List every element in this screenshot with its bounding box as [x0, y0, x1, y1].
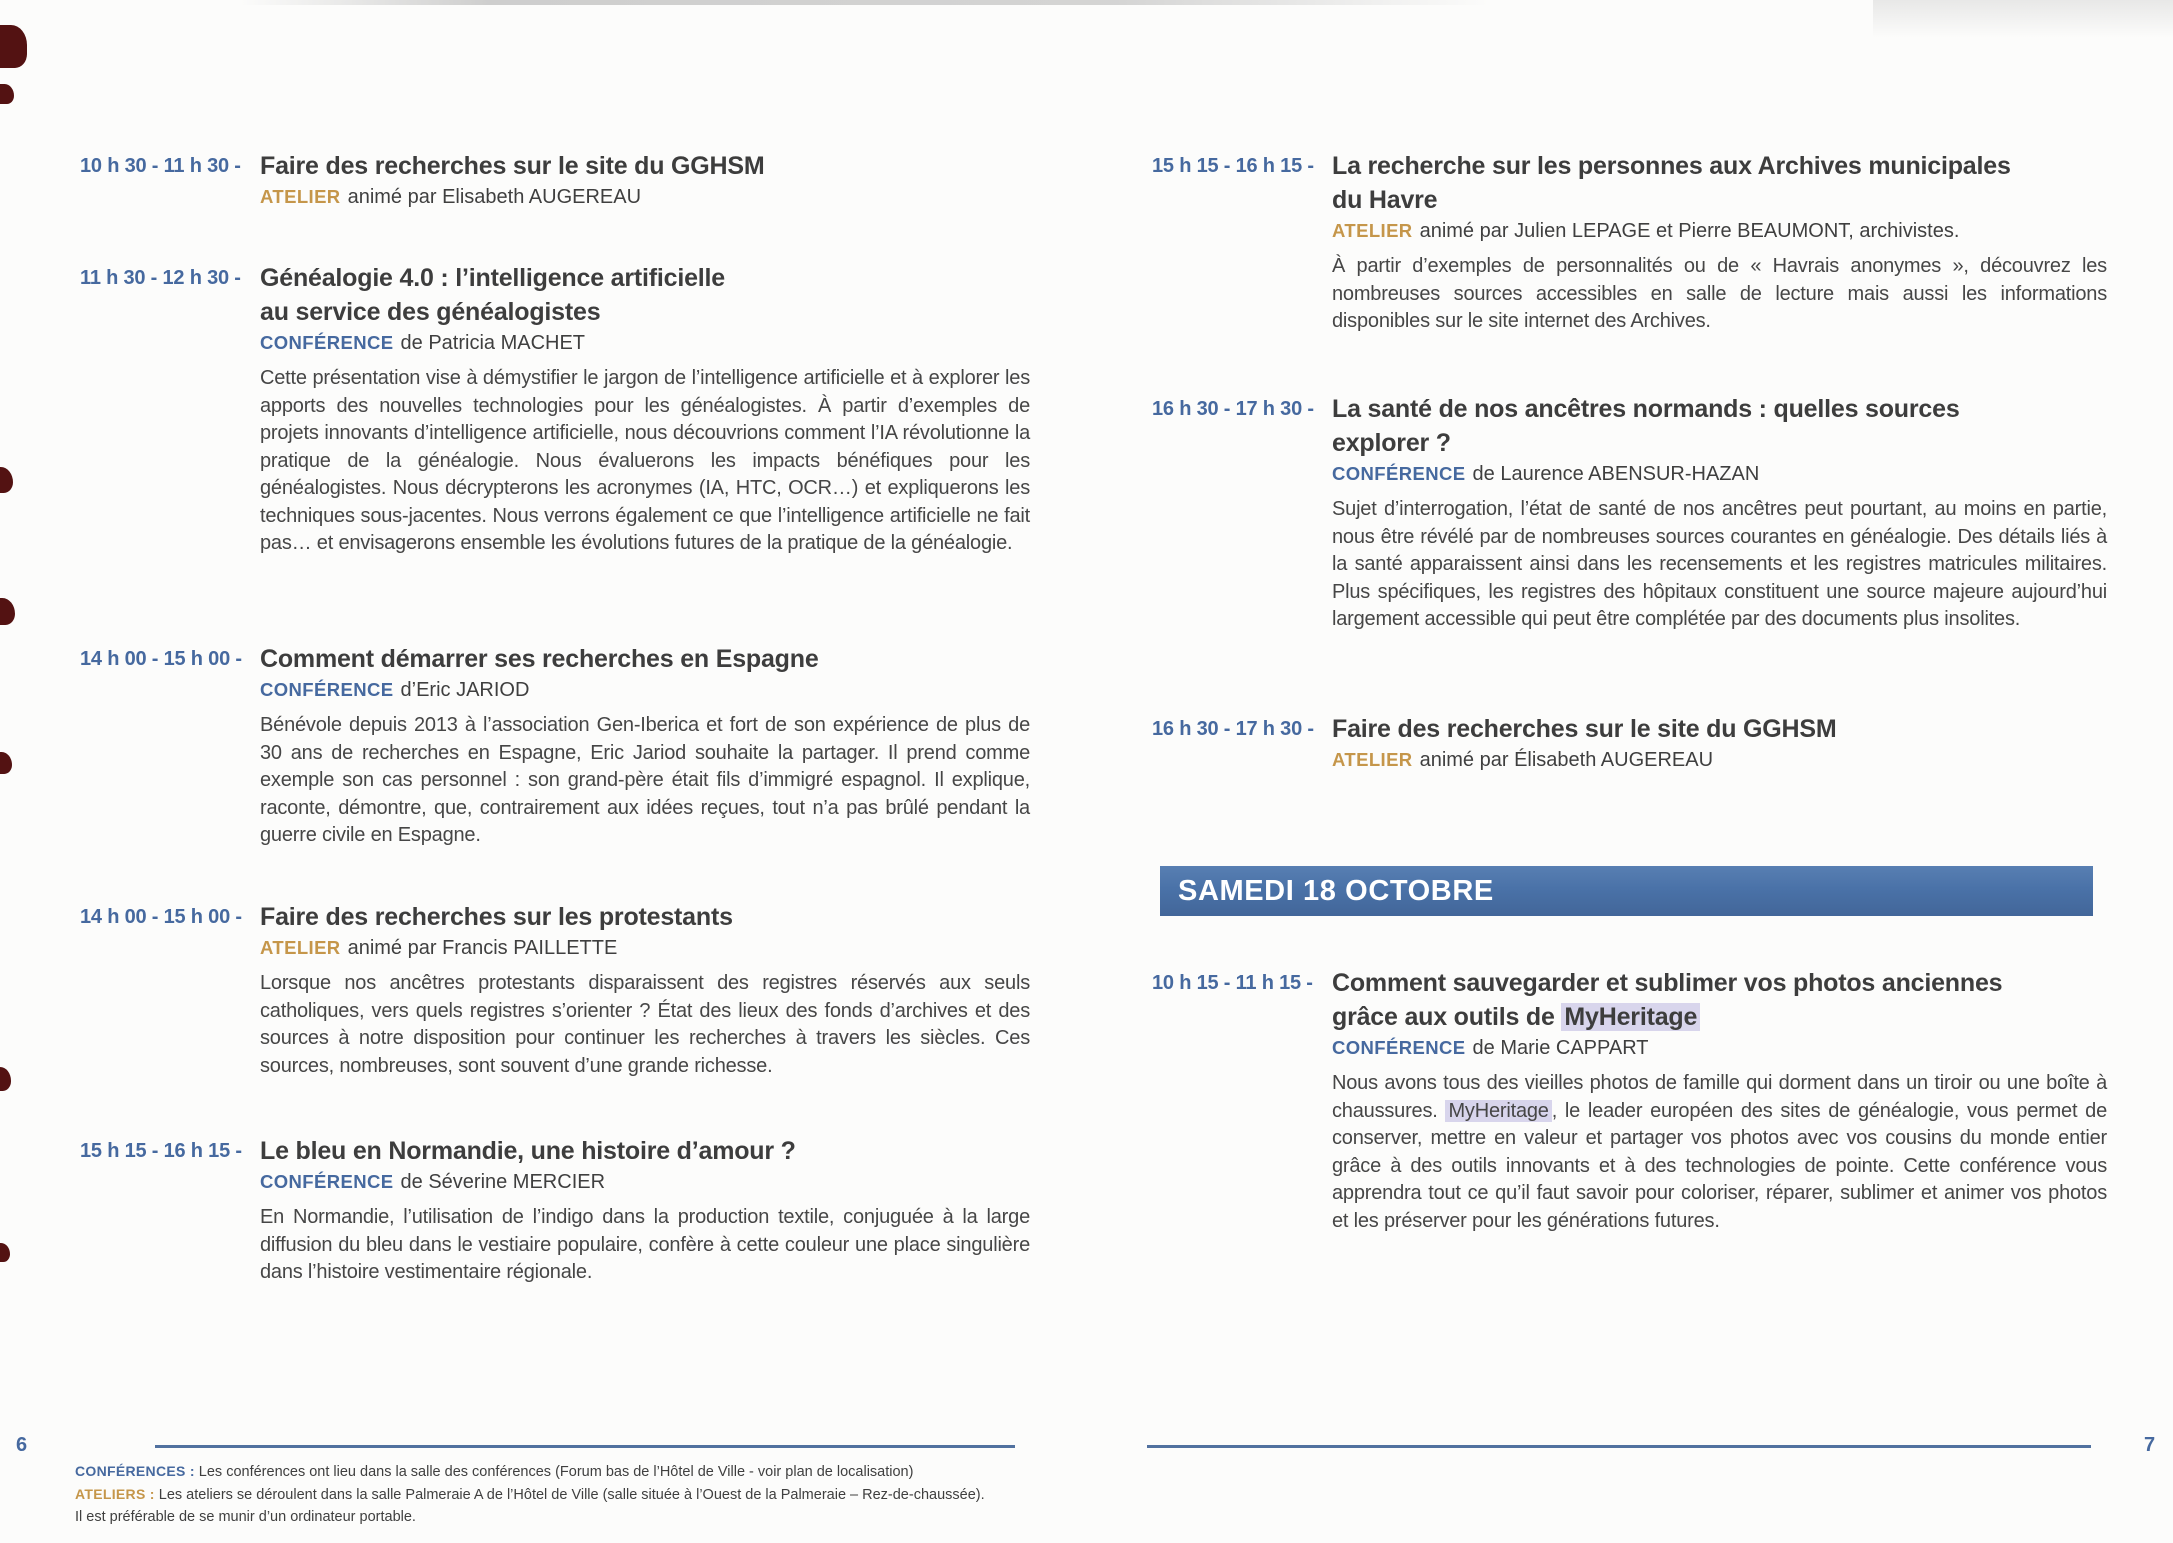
- entry-title: Faire des recherches sur les protestants: [260, 903, 733, 931]
- scan-artifact: [0, 25, 27, 68]
- entry-title: Faire des recherches sur le site du GGHSM: [1332, 715, 1837, 743]
- entry-time: 11 h 30 - 12 h 30 -: [80, 267, 241, 289]
- scan-artifact: [0, 1243, 10, 1262]
- description-text: Nous avons tous des vieilles photos de famille qui dorment dans un tiroir ou une boîte à chaussures.: [1332, 1072, 2107, 1122]
- entry-byline: [260, 184, 1030, 210]
- footer-rule-left: [155, 1445, 1015, 1448]
- conferences-label: CONFÉRENCES :: [75, 1463, 195, 1479]
- scan-artifact: [0, 84, 14, 104]
- session-type-label: ATELIER: [260, 186, 341, 207]
- entry-byline: [1332, 747, 2107, 773]
- entry-byline: [260, 935, 1030, 961]
- entry-byline: [1332, 461, 2107, 487]
- entry-byline: [1332, 1035, 2107, 1061]
- page-number-right: 7: [2144, 1434, 2156, 1456]
- ateliers-text: Les ateliers se déroulent dans la salle Palmeraie A de l’Hôtel de Ville (salle située à l’Ouest de la Palmeraie – Rez-de-chaussée).: [158, 1487, 985, 1503]
- speaker-text: de Marie CAPPART: [1472, 1037, 1649, 1059]
- program-entry: [1152, 149, 2107, 336]
- entry-time: 14 h 00 - 15 h 00 -: [80, 648, 242, 670]
- speaker-text: d’Eric JARIOD: [400, 679, 530, 701]
- scan-artifact: [0, 1067, 11, 1091]
- entry-byline: [260, 330, 1030, 356]
- entry-description: Cette présentation vise à démystifier le jargon de l’intelligence artificielle et à explorer les apports des nouvelles technologies pour les généalogistes. À partir d’exemples de projets innovants d’intelligence artificielle, nous découvrions comment l’IA révolutionne la pratique de la généalogie. Nous évaluerons les impacts bénéfiques pour les généalogistes. Nous décrypterons les acronymes (IA, HTC, OCR…) et expliquerons les techniques sous-jacentes. Nous verrons également ce que l’intelligence artificielle ne fait pas… et envisagerons ensemble les évolutions futures de la pratique de la généalogie.: [260, 367, 1030, 554]
- entry-description: En Normandie, l’utilisation de l’indigo dans la production textile, conjuguée à la large diffusion du bleu dans le vestiaire populaire, confère à cette couleur une place singulière dans l’histoire vestimentaire régionale.: [260, 1206, 1030, 1283]
- speaker-text: animé par Francis PAILLETTE: [347, 937, 618, 959]
- entry-title: La recherche sur les personnes aux Archives municipales: [1332, 152, 2011, 180]
- session-type-label: CONFÉRENCE: [260, 679, 394, 700]
- session-type-label: ATELIER: [260, 937, 341, 958]
- entry-time: 15 h 15 - 16 h 15 -: [1152, 155, 1314, 177]
- session-type-label: CONFÉRENCE: [260, 1171, 394, 1192]
- session-type-label: CONFÉRENCE: [1332, 463, 1466, 484]
- session-type-label: CONFÉRENCE: [260, 332, 394, 353]
- entry-title: Le bleu en Normandie, une histoire d’amour ?: [260, 1137, 796, 1165]
- program-entry: [1152, 712, 2107, 773]
- scan-artifact: [1873, 0, 2173, 38]
- program-entry: [80, 1134, 1030, 1287]
- entry-title: au service des généalogistes: [260, 298, 601, 326]
- entry-description: À partir d’exemples de personnalités ou de « Havrais anonymes », découvrez les nombreuses sources accessibles en salle de lecture mais aussi les informations disponibles sur le site internet des Archives.: [1332, 255, 2107, 332]
- entry-title: du Havre: [1332, 186, 1438, 214]
- entry-time: 15 h 15 - 16 h 15 -: [80, 1140, 242, 1162]
- day-banner: SAMEDI 18 OCTOBRE: [1160, 866, 2093, 916]
- scan-artifact: [0, 467, 13, 493]
- entry-byline: [260, 677, 1030, 703]
- entry-time: 16 h 30 - 17 h 30 -: [1152, 398, 1314, 420]
- speaker-text: de Séverine MERCIER: [400, 1171, 606, 1193]
- footer-rule-right: [1147, 1445, 2091, 1448]
- session-type-label: CONFÉRENCE: [1332, 1037, 1466, 1058]
- scan-artifact: [0, 752, 12, 774]
- program-entry: [80, 642, 1030, 850]
- entry-title: Généalogie 4.0 : l’intelligence artificielle: [260, 264, 725, 292]
- program-entry: [1152, 392, 2107, 634]
- entry-title: Comment sauvegarder et sublimer vos photos anciennes: [1332, 969, 2003, 997]
- entry-title: Comment démarrer ses recherches en Espagne: [260, 645, 819, 673]
- footer-ateliers-note: [75, 1483, 1035, 1506]
- description-text: , le leader européen des sites de généalogie, vous permet de conserver, mettre en valeur et partager vos photos avec vos cousins du monde entier grâce à des outils innovants et à des technologies de pointe. Cette conférence vous apprendra tout ce qu’il faut savoir pour coloriser, réparer, sublimer et animer vos photos et les préserver pour les générations futures.: [1332, 1099, 2107, 1232]
- speaker-text: de Laurence ABENSUR-HAZAN: [1472, 463, 1760, 485]
- speaker-text: animé par Elisabeth AUGEREAU: [347, 186, 642, 208]
- speaker-text: de Patricia MACHET: [400, 332, 586, 354]
- session-type-label: ATELIER: [1332, 220, 1413, 241]
- footer-conferences-note: [75, 1460, 1035, 1483]
- entry-title: explorer ?: [1332, 429, 1451, 457]
- entry-time: 10 h 30 - 11 h 30 -: [80, 155, 241, 177]
- entry-description: [1332, 1070, 2107, 1235]
- session-type-label: ATELIER: [1332, 749, 1413, 770]
- ateliers-label: ATELIERS :: [75, 1486, 155, 1502]
- entry-byline: [1332, 218, 2107, 244]
- program-entry: [1152, 966, 2107, 1235]
- entry-title: Faire des recherches sur le site du GGHSM: [260, 152, 765, 180]
- highlighted-term: MyHeritage: [1445, 1100, 1551, 1122]
- speaker-text: animé par Élisabeth AUGEREAU: [1419, 749, 1714, 771]
- entry-description: Bénévole depuis 2013 à l’association Gen-Iberica et fort de son expérience de plus de 30 ans de recherches en Espagne, Eric Jariod souhaite la partager. Il prend comme exemple son cas personnel : son grand-père était fils d’immigré espagnol. Il explique, raconte, démontre, que, contrairement aux idées reçues, tout n’a pas brûlé pendant la guerre civile en Espagne.: [260, 714, 1030, 846]
- entry-description: Lorsque nos ancêtres protestants disparaissent des registres réservés aux seuls catholiques, vers quels registres s’orienter ? État des lieux des fonds d’archives et des sources à notre disposition pour continuer les recherches à travers les siècles. Ces sources, nombreuses, sont souvent d’une grande richesse.: [260, 972, 1030, 1077]
- title-text: grâce aux outils de: [1332, 1003, 1562, 1031]
- highlighted-term: MyHeritage: [1561, 1003, 1700, 1031]
- entry-byline: [260, 1169, 1030, 1195]
- program-entry: [80, 149, 1030, 210]
- conferences-text: Les conférences ont lieu dans la salle des conférences (Forum bas de l’Hôtel de Ville - voir plan de localisation): [198, 1464, 914, 1480]
- entry-time: 16 h 30 - 17 h 30 -: [1152, 718, 1314, 740]
- entry-title: [1332, 1000, 2107, 1034]
- entry-time: 14 h 00 - 15 h 00 -: [80, 906, 242, 928]
- footer-notes: [75, 1460, 1035, 1528]
- entry-title: La santé de nos ancêtres normands : quelles sources: [1332, 395, 1960, 423]
- page-number-left: 6: [16, 1434, 28, 1456]
- program-entry: [80, 900, 1030, 1080]
- speaker-text: animé par Julien LEPAGE et Pierre BEAUMONT, archivistes.: [1419, 220, 1960, 242]
- scan-artifact: [240, 0, 1490, 5]
- footer-laptop-note: Il est préférable de se munir d’un ordinateur portable.: [75, 1509, 416, 1525]
- entry-time: 10 h 15 - 11 h 15 -: [1152, 972, 1313, 994]
- entry-description: Sujet d’interrogation, l’état de santé de nos ancêtres peut pourtant, au moins en partie, nous être révélé par de nombreuses sources courantes en généalogie. Des détails liés à la santé apparaissent ainsi dans les recensements et les registres matricules militaires. Plus spécifiques, les registres des hôpitaux constituent une source majeure aujourd’hui largement accessible qui peut être complétée par des documents plus insolites.: [1332, 498, 2107, 630]
- program-entry: [80, 261, 1030, 558]
- scan-artifact: [0, 598, 15, 625]
